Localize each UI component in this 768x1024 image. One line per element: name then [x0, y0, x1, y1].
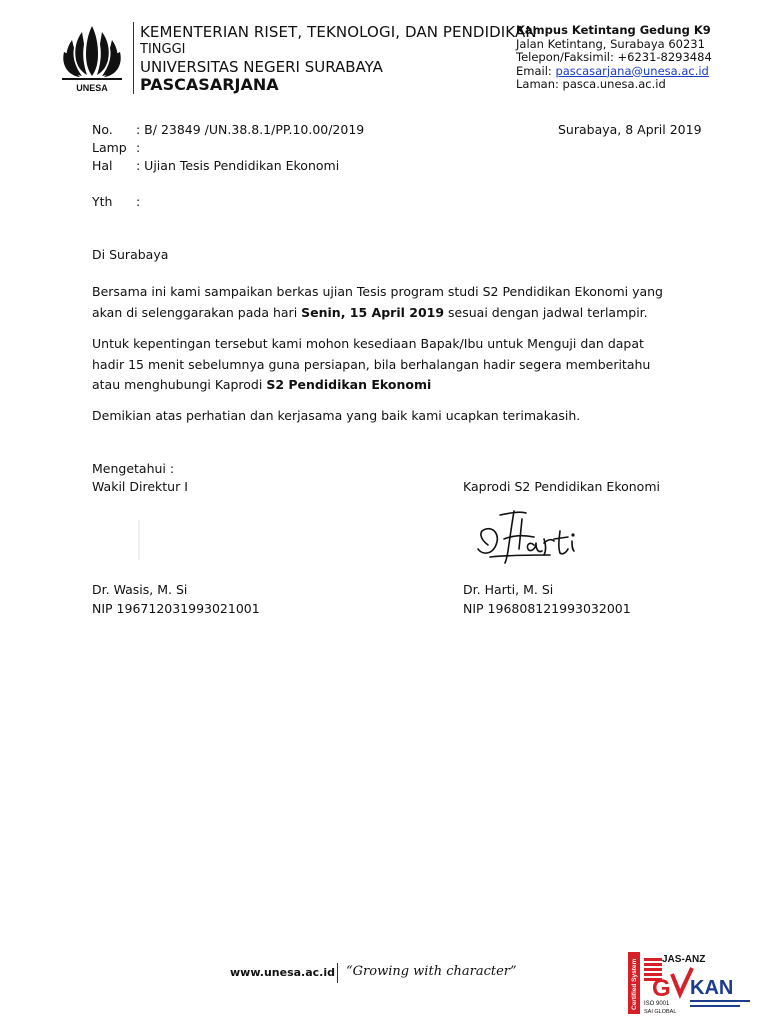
paragraph-2-line-2: hadir 15 menit sebelumnya guna persiapan, bila berhalangan hadir segera memberitahu	[92, 356, 651, 372]
kan-certification-icon	[628, 950, 756, 1016]
paragraph-2-line-3	[92, 375, 650, 396]
phone-number: Telepon/Faksimil: +6231-8293484	[516, 50, 712, 64]
closing-paragraph: Demikian atas perhatian dan kerjasama yang baik kami ucapkan terimakasih.	[92, 408, 581, 423]
street-address: Jalan Ketintang, Surabaya 60231	[516, 36, 705, 51]
university-name: UNIVERSITAS NEGERI SURABAYA	[140, 58, 383, 76]
email-link[interactable]: pascasarjana@unesa.ac.id	[555, 63, 709, 78]
footer-website[interactable]: www.unesa.ac.id	[230, 966, 335, 979]
right-signatory-name: Dr. Harti, M. Si	[463, 582, 554, 597]
svg-text:SAI GLOBAL: SAI GLOBAL	[644, 1009, 677, 1015]
website-line: Laman: pasca.unesa.ac.id	[516, 77, 666, 91]
svg-text:JAS-ANZ: JAS-ANZ	[662, 954, 706, 965]
subject-label: Hal	[92, 158, 113, 173]
paragraph-1-line-2	[92, 303, 663, 324]
letter-number-value: : B/ 23849 /UN.38.8.1/PP.10.00/2019	[136, 122, 365, 137]
paragraph-2-line-1: Untuk kepentingan tersebut kami mohon kesediaan Bapak/Ibu untuk Menguji dan dapat	[92, 336, 644, 351]
certification-badge	[628, 950, 756, 1016]
svg-text:ISO 9001: ISO 9001	[644, 1001, 670, 1007]
campus-address-title: Kampus Ketintang Gedung K9	[516, 23, 711, 37]
paragraph-1-text: akan di selenggarakan pada hari	[92, 304, 302, 320]
paragraph-2	[92, 334, 650, 396]
ministry-name-line1: KEMENTERIAN RISET, TEKNOLOGI, DAN PENDIDIKAN	[140, 23, 537, 41]
letter-number-label: No.	[92, 122, 113, 137]
right-signatory-title: Kaprodi S2 Pendidikan Ekonomi	[463, 479, 660, 494]
contact-block	[516, 24, 712, 92]
paragraph-1-line-1: Bersama ini kami sampaikan berkas ujian Tesis program studi S2 Pendidikan Ekonomi yang	[92, 284, 663, 299]
faculty-name: PASCASARJANA	[140, 75, 279, 94]
svg-text:KAN: KAN	[690, 977, 734, 999]
recipient-label: Yth	[92, 194, 113, 209]
svg-text:Certified System: Certified System	[631, 958, 638, 1010]
footer-divider	[337, 963, 338, 983]
left-signatory-title: Wakil Direktur I	[92, 479, 188, 494]
svg-text:UNESA: UNESA	[76, 83, 108, 93]
attachment-value: :	[136, 140, 141, 155]
program-name: S2 Pendidikan Ekonomi	[266, 377, 432, 392]
signature-icon	[470, 505, 580, 567]
subject-value: : Ujian Tesis Pendidikan Ekonomi	[136, 158, 340, 173]
acknowledged-label: Mengetahui :	[92, 461, 175, 476]
recipient-value: :	[136, 194, 141, 209]
paragraph-1	[92, 282, 663, 323]
handwritten-signature	[470, 505, 580, 571]
left-signatory-name: Dr. Wasis, M. Si	[92, 582, 188, 597]
faint-mark	[138, 520, 140, 560]
header-divider	[133, 22, 134, 94]
right-signatory-nip: NIP 196808121993032001	[463, 601, 631, 616]
email-label: Email:	[516, 63, 556, 78]
letter-date: Surabaya, 8 April 2019	[558, 122, 702, 137]
recipient-place: Di Surabaya	[92, 247, 169, 262]
attachment-label: Lamp	[92, 140, 127, 155]
footer-tagline: “Growing with character”	[346, 964, 517, 979]
paragraph-1-text-end: sesuai dengan jadwal terlampir.	[444, 304, 648, 320]
paragraph-2-text: atau menghubungi Kaprodi	[92, 377, 267, 392]
email-line	[516, 65, 712, 79]
svg-text:G: G	[652, 975, 671, 1002]
exam-date: Senin, 15 April 2019	[301, 304, 445, 320]
ministry-name-line2: TINGGI	[140, 42, 186, 57]
left-signatory-nip: NIP 196712031993021001	[92, 601, 260, 616]
unesa-emblem-icon	[60, 20, 124, 94]
unesa-logo	[60, 20, 124, 94]
